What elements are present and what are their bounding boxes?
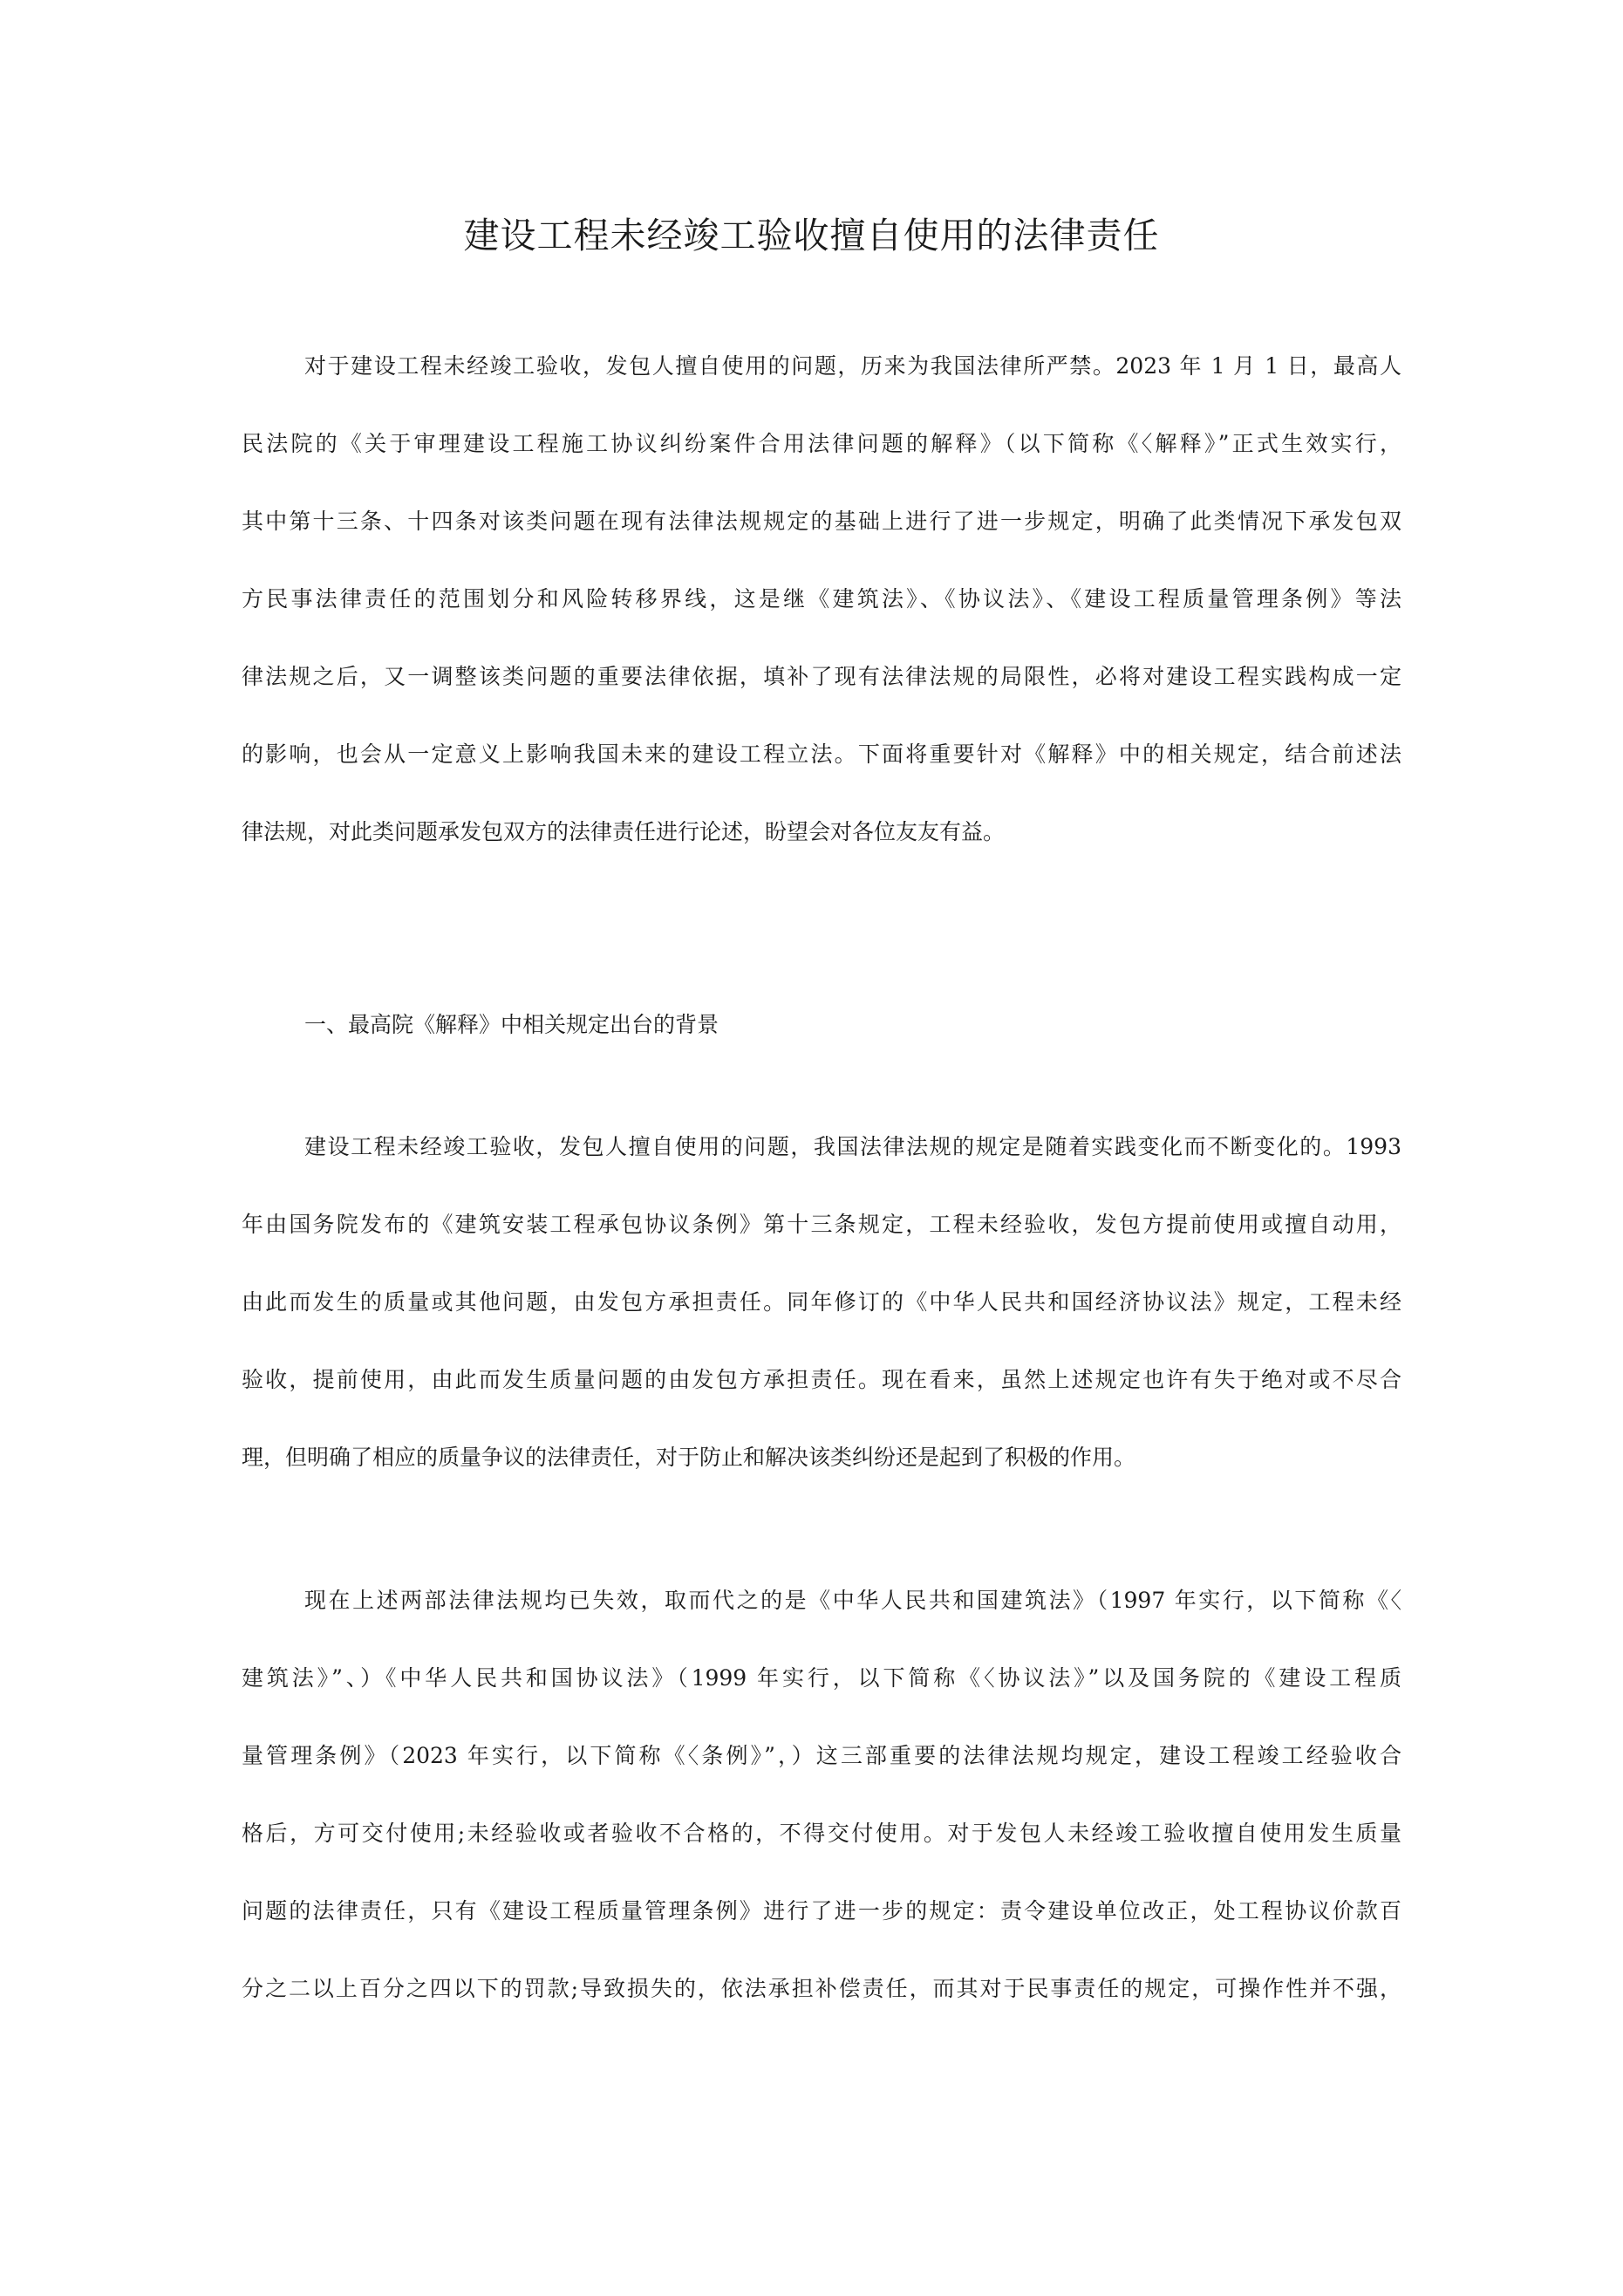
paragraph-line: 方民事法律责任的范围划分和风险转移界线，这是继《建筑法》、《协议法》、《建设工程质量管理条例》等法 <box>242 586 1401 612</box>
paragraph-line: 量管理条例》（2023 年实行，以下简称《〈条例》”，）这三部重要的法律法规均规定，建设工程竣工经验收合 <box>242 1743 1401 1768</box>
paragraph-intro <box>242 327 1401 871</box>
paragraph-current-law <box>242 1561 1401 2027</box>
paragraph-line: 由此而发生的质量或其他问题，由发包方承担责任。同年修订的《中华人民共和国经济协议法》规定，工程未经 <box>242 1289 1401 1315</box>
paragraph-line: 其中第十三条、十四条对该类问题在现有法律法规规定的基础上进行了进一步规定，明确了此类情况下承发包双 <box>242 509 1401 534</box>
paragraph-line: 律法规之后，又一调整该类问题的重要法律依据，填补了现有法律法规的局限性，必将对建设工程实践构成一定 <box>242 664 1401 689</box>
paragraph-line: 现在上述两部法律法规均已失效，取而代之的是《中华人民共和国建筑法》（1997 年实行，以下简称《〈 <box>304 1588 1401 1613</box>
paragraph-line: 问题的法律责任，只有《建设工程质量管理条例》进行了进一步的规定：责令建设单位改正，处工程协议价款百 <box>242 1898 1401 1924</box>
paragraph-line: 律法规，对此类问题承发包双方的法律责任进行论述，盼望会对各位友友有益。 <box>242 819 1006 844</box>
paragraph-line: 民法院的《关于审理建设工程施工协议纠纷案件合用法律问题的解释》（以下简称《〈解释》”正式生效实行， <box>242 431 1401 456</box>
paragraph-line: 的影响，也会从一定意义上影响我国未来的建设工程立法。下面将重要针对《解释》中的相关规定，结合前述法 <box>242 741 1401 767</box>
paragraph-line: 建设工程未经竣工验收，发包人擅自使用的问题，我国法律法规的规定是随着实践变化而不断变化的。1993 <box>304 1134 1401 1159</box>
paragraph-line: 对于建设工程未经竣工验收，发包人擅自使用的问题，历来为我国法律所严禁。2023 年 1 月 1 日，最高人 <box>304 353 1401 379</box>
paragraph-line: 分之二以上百分之四以下的罚款;导致损失的，依法承担补偿责任，而其对于民事责任的规定，可操作性并不强， <box>242 1976 1401 2001</box>
paragraph-line: 格后，方可交付使用;未经验收或者验收不合格的，不得交付使用。对于发包人未经竣工验收擅自使用发生质量 <box>242 1821 1401 1846</box>
paragraph-line: 年由国务院发布的《建筑安装工程承包协议条例》第十三条规定，工程未经验收，发包方提前使用或擅自动用， <box>242 1212 1401 1237</box>
paragraph-line: 验收，提前使用，由此而发生质量问题的由发包方承担责任。现在看来，虽然上述规定也许有失于绝对或不尽合 <box>242 1367 1401 1392</box>
paragraph-line: 理，但明确了相应的质量争议的法律责任，对于防止和解决该类纠纷还是起到了积极的作用。 <box>242 1445 1136 1470</box>
paragraph-line: 建筑法》”、）《中华人民共和国协议法》（1999 年实行，以下简称《〈协议法》”以及国务院的《建设工程质 <box>242 1665 1401 1691</box>
section-heading: 一、最高院《解释》中相关规定出台的背景 <box>304 1012 719 1037</box>
document-title: 建设工程未经竣工验收擅自使用的法律责任 <box>463 215 1160 256</box>
paragraph-background <box>242 1108 1401 1496</box>
